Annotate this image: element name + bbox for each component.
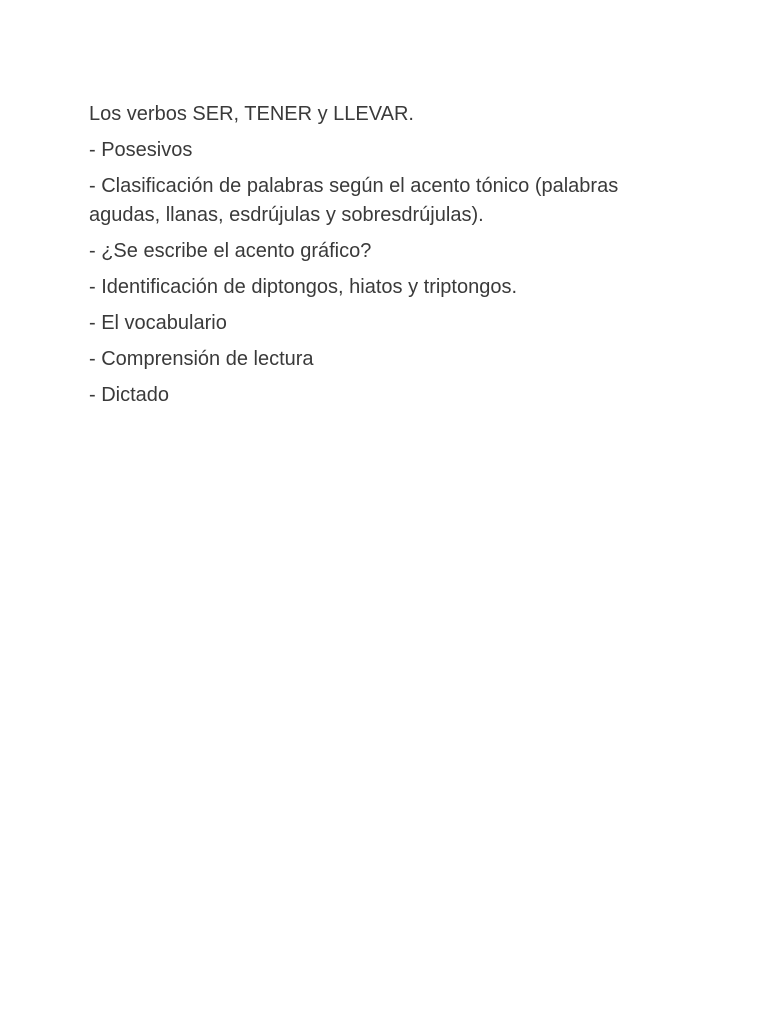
text-line-verbs: Los verbos SER, TENER y LLEVAR. xyxy=(89,103,414,125)
document-body xyxy=(89,100,649,417)
text-line-diphthongs: - Identificación de diptongos, hiatos y triptongos. xyxy=(89,276,518,298)
text-line-dictation: - Dictado xyxy=(89,384,170,406)
text-line-possessives: - Posesivos xyxy=(89,139,193,161)
text-line-word-classification: - Clasificación de palabras según el acento tónico (palabras agudas, llanas, esdrújulas y sobresdrújulas). xyxy=(89,175,619,226)
text-line-vocabulary: - El vocabulario xyxy=(89,312,227,334)
text-line-reading-comprehension: - Comprensión de lectura xyxy=(89,348,314,370)
text-line-graphic-accent: - ¿Se escribe el acento gráfico? xyxy=(89,240,372,262)
